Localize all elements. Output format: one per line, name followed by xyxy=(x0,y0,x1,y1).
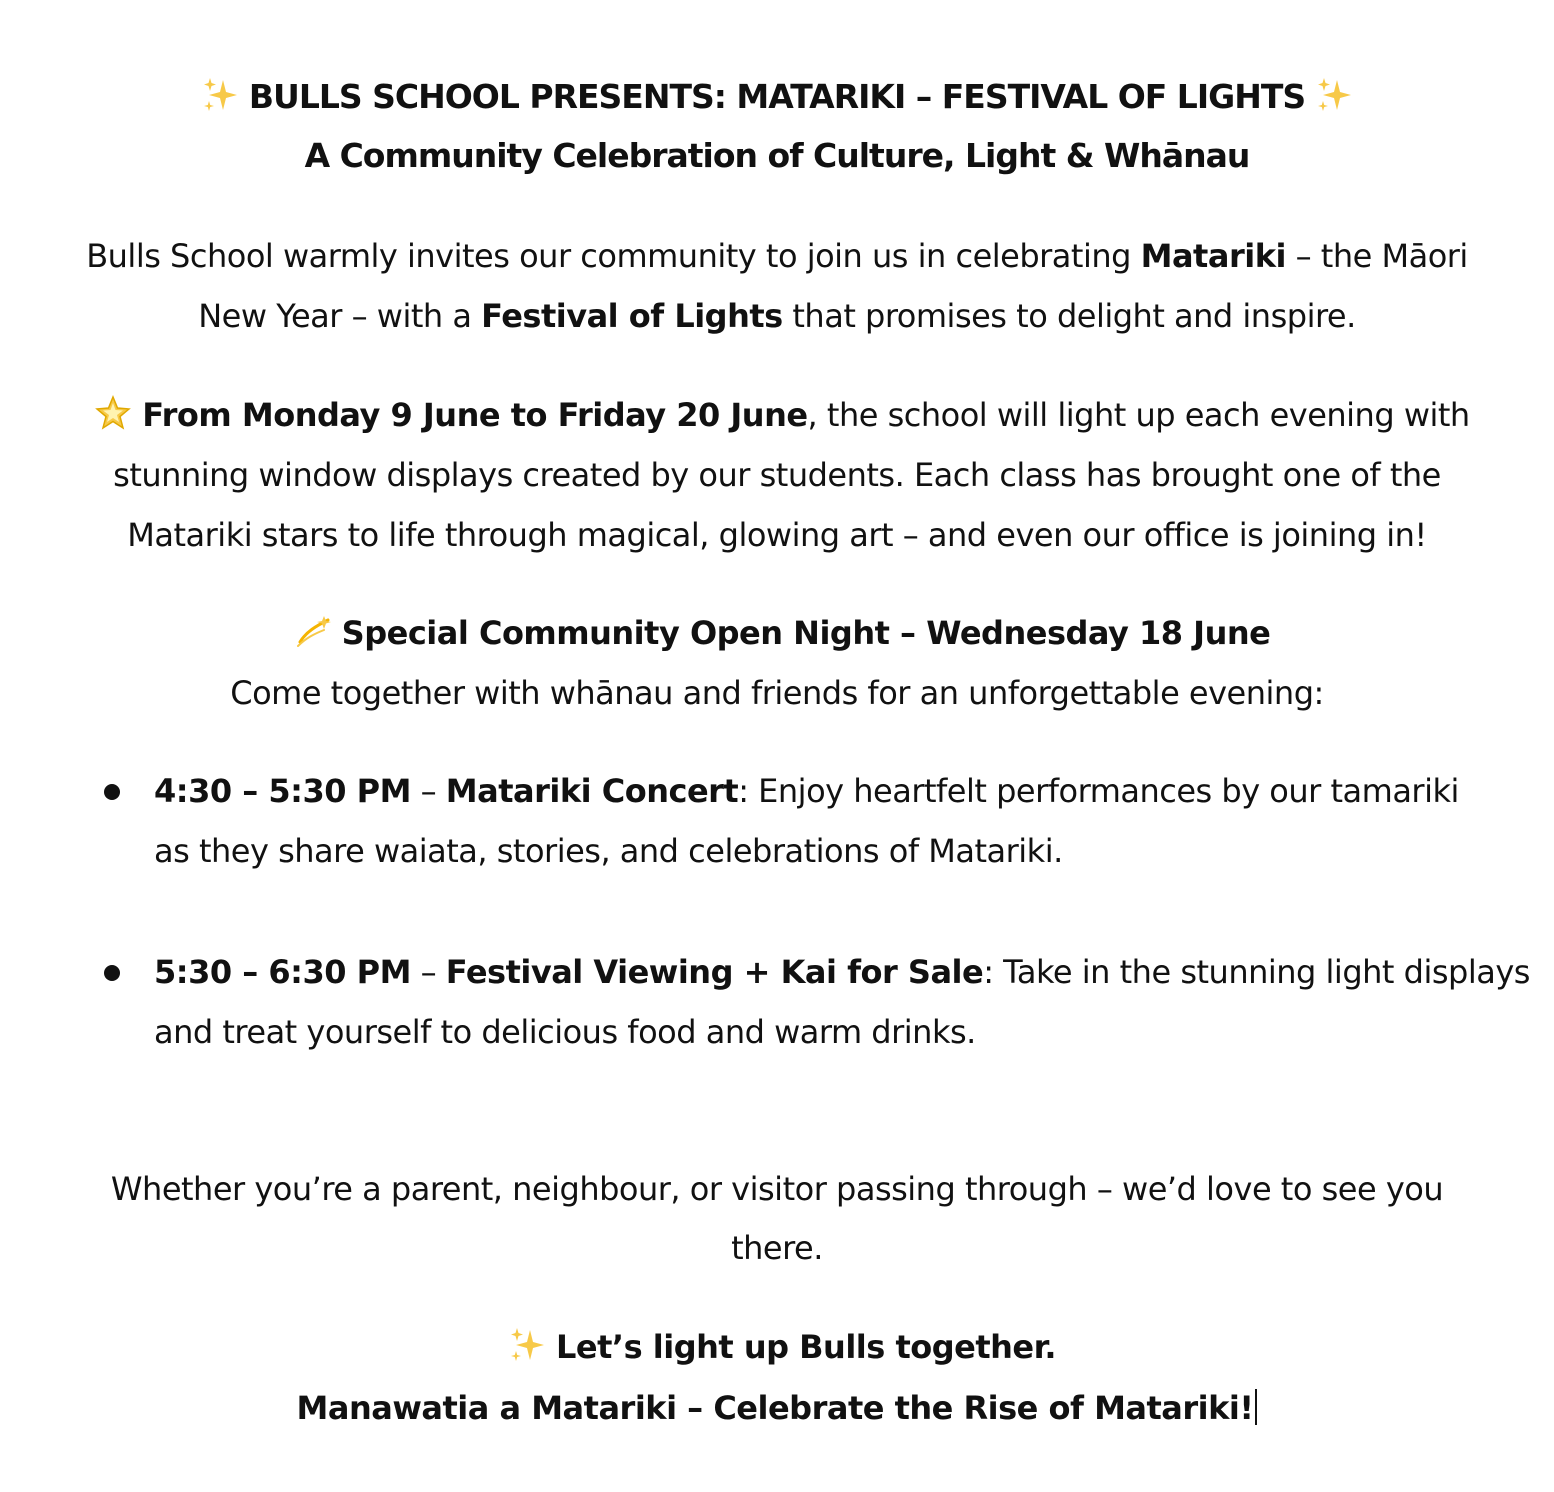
sparkles-icon xyxy=(508,1326,546,1364)
dates-line-1: From Monday 9 June to Friday 20 June, the school will light up each evening with xyxy=(0,394,1554,435)
tagline[interactable]: Manawatia a Matariki – Celebrate the Rise of Matariki! xyxy=(0,1388,1554,1428)
dates-line-3: Matariki stars to life through magical, glowing art – and even our office is joining in! xyxy=(127,516,1427,554)
sparkles-icon xyxy=(1315,76,1353,114)
glowing-star-icon xyxy=(94,394,132,432)
open-night-heading: Special Community Open Night – Wednesday 18 June xyxy=(0,612,1554,653)
text-cursor xyxy=(1255,1389,1257,1425)
page-title xyxy=(0,76,1554,117)
open-night-subline: Come together with whānau and friends for an unforgettable evening: xyxy=(230,674,1324,712)
schedule-line-1: 4:30 – 5:30 PM – Matariki Concert: Enjoy heartfelt performances by our tamariki xyxy=(154,772,1459,810)
dates-bold: From Monday 9 June to Friday 20 June xyxy=(142,396,808,434)
schedule-line-2: and treat yourself to delicious food and warm drinks. xyxy=(154,1013,976,1051)
cta-line: Let’s light up Bulls together. xyxy=(0,1326,1554,1367)
closing-line-2: there. xyxy=(731,1229,823,1267)
sparkles-icon xyxy=(201,76,239,114)
closing-line-1: Whether you’re a parent, neighbour, or visitor passing through – we’d love to see you xyxy=(110,1170,1444,1208)
schedule-line-2: as they share waiata, stories, and celebrations of Matariki. xyxy=(154,832,1063,870)
bullet-dot xyxy=(104,965,120,981)
dates-line-2: stunning window displays created by our students. Each class has brought one of the xyxy=(113,456,1441,494)
bullet-dot xyxy=(104,784,120,800)
title-text: BULLS SCHOOL PRESENTS: MATARIKI – FESTIVAL OF LIGHTS xyxy=(248,77,1306,116)
intro-line-2: New Year – with a Festival of Lights that promises to delight and inspire. xyxy=(198,297,1356,335)
intro-line-1: Bulls School warmly invites our community to join us in celebrating Matariki – the Māori xyxy=(86,237,1468,275)
schedule-line-1: 5:30 – 6:30 PM – Festival Viewing + Kai for Sale: Take in the stunning light displays xyxy=(154,953,1530,991)
festival-bold: Festival of Lights xyxy=(481,297,783,335)
dizzy-icon xyxy=(294,612,332,650)
page-subtitle: A Community Celebration of Culture, Light & Whānau xyxy=(304,136,1250,175)
matariki-bold: Matariki xyxy=(1140,237,1286,275)
